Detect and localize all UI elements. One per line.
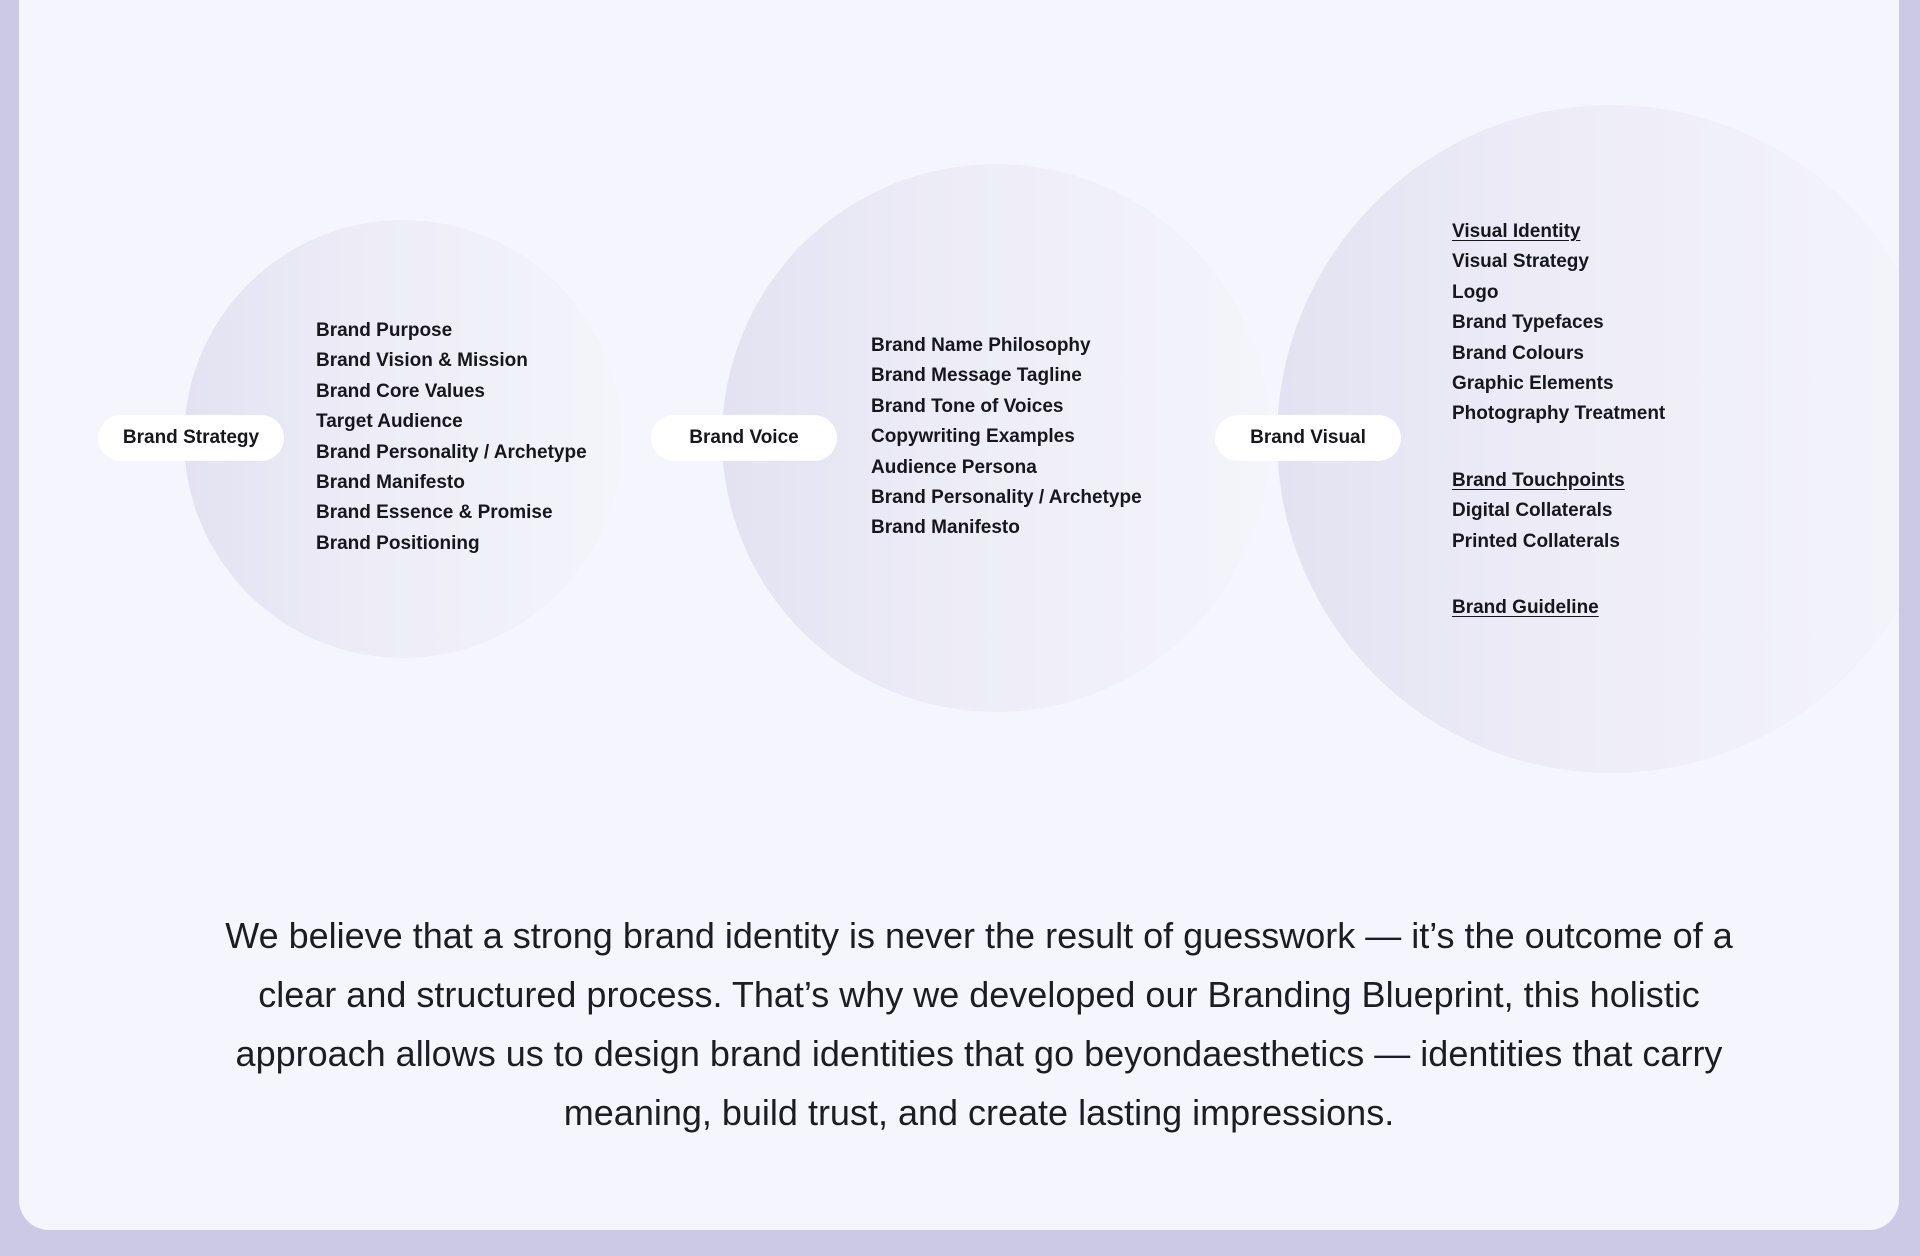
list-item: Brand Core Values (316, 380, 485, 402)
list-item: Printed Collaterals (1452, 530, 1620, 552)
list-item: Brand Personality / Archetype (871, 487, 1142, 509)
list-item: Brand Name Philosophy (871, 335, 1091, 356)
list-item: Digital Collaterals (1452, 500, 1613, 522)
list-item: Copywriting Examples (871, 426, 1075, 448)
list-item: Visual Strategy (1452, 251, 1589, 273)
brand-guideline-heading: Brand Guideline (1452, 597, 1599, 619)
list-item: Brand Typefaces (1452, 312, 1604, 334)
list-item: Brand Personality / Archetype (316, 441, 587, 463)
list-item: Brand Positioning (316, 532, 480, 554)
list-item: Brand Essence & Promise (316, 502, 553, 524)
content-card (19, 0, 1899, 1230)
list-item: Brand Manifesto (316, 472, 465, 494)
list-item: Brand Message Tagline (871, 365, 1082, 387)
brand-touchpoints-heading: Brand Touchpoints (1452, 469, 1625, 491)
brand-visual-pill: Brand Visual (1215, 415, 1401, 461)
brand-voice-pill: Brand Voice (651, 415, 837, 461)
list-item: Brand Colours (1452, 342, 1584, 364)
list-item: Brand Tone of Voices (871, 395, 1064, 417)
brand-strategy-list (316, 316, 587, 559)
list-item: Logo (1452, 281, 1499, 303)
visual-identity-heading: Visual Identity (1452, 221, 1581, 242)
brand-visual-list (1452, 217, 1665, 623)
list-item: Audience Persona (871, 456, 1037, 478)
brand-strategy-pill: Brand Strategy (98, 415, 284, 461)
brand-voice-list (871, 331, 1142, 544)
list-item: Photography Treatment (1452, 403, 1666, 425)
list-item: Brand Purpose (316, 320, 453, 341)
list-item: Brand Manifesto (871, 517, 1020, 539)
list-item: Brand Vision & Mission (316, 350, 528, 372)
list-item: Target Audience (316, 411, 463, 433)
list-item: Graphic Elements (1452, 373, 1614, 395)
philosophy-statement: We believe that a strong brand identity is never the result of guesswork — it’s the outcome of a clear and structured process. That’s why we developed our Branding Blueprint, this holistic approach allows us to design brand identities that go beyondaesthetics — identities that carry meaning, build trust, and create lasting impressions. (225, 915, 1733, 1133)
